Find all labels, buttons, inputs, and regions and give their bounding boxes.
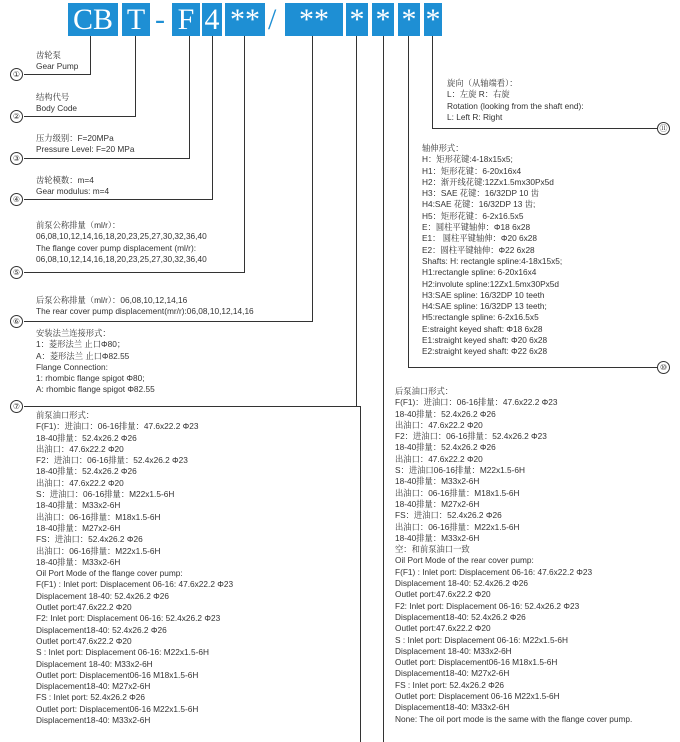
code-box-f: F	[172, 3, 200, 36]
text-line: H3：SAE 花键：16/32DP 10 齿	[422, 188, 539, 199]
code-slash: /	[268, 3, 277, 36]
text-line: 轴伸形式：	[422, 143, 464, 153]
text-line: H1：矩形花键：6-20x16x4	[422, 165, 522, 176]
code-box-rear-disp: **	[285, 3, 343, 36]
text-line: Displacement 18-40: 52.4x26.2 Φ26	[36, 590, 169, 601]
rear-ports-desc	[395, 386, 632, 725]
pressure-desc	[36, 133, 134, 156]
text-line: 出油口：47.6x22.2 Φ20	[36, 443, 124, 454]
text-line: 出油口：47.6x22.2 Φ20	[395, 419, 483, 430]
text-line: F2：进油口：06-16排量：52.4x26.2 Φ23	[36, 455, 188, 466]
text-line: F(F1) : Inlet port: Displacement 06-16: 47.6x22.2 Φ23	[395, 566, 593, 577]
text-line: Outlet port: Displacement06-16 M22x1.5-6H	[36, 703, 199, 714]
text-line: 齿轮模数：m=4	[36, 175, 94, 185]
text-line: F(F1)：进油口：06-16排量：47.6x22.2 Φ23	[395, 397, 558, 408]
text-line: S：进油口：06-16排量：M22x1.5-6H	[36, 489, 175, 500]
marker-3: ③	[10, 152, 23, 165]
text-line: 06,08,10,12,14,16,18,20,23,25,27,30,32,36,40	[36, 253, 207, 264]
text-line: 18-40排量：M33x2-6H	[395, 476, 480, 487]
text-line: 前泵油口形式：	[36, 410, 95, 420]
text-line: Gear Pump	[36, 61, 79, 72]
text-line: Rotation (looking from the shaft end):	[447, 100, 584, 111]
text-line: H5:rectangle spline: 6-2x16.5x5	[422, 312, 539, 323]
text-line: Pressure Level: F=20 MPa	[36, 144, 135, 155]
text-line: F2：进油口：06-16排量：52.4x26.2 Φ23	[395, 431, 547, 442]
text-line: Outlet port:47.6x22.2 Φ20	[36, 635, 132, 646]
marker-2: ②	[10, 110, 23, 123]
text-line: H1:rectangle spline: 6-20x16x4	[422, 267, 537, 278]
text-line: Displacement18-40: M27x2-6H	[395, 668, 510, 679]
text-line: H2:involute spline:12Zx1.5mx30Px5d	[422, 278, 559, 289]
code-box-t: T	[122, 3, 150, 36]
text-line: Flange Connection:	[36, 361, 108, 372]
text-line: Displacement 18-40: M33x2-6H	[36, 658, 153, 669]
text-line: Oil Port Mode of the rear cover pump:	[395, 555, 534, 566]
flange-desc	[36, 328, 155, 396]
text-line: 18-40排量：M27x2-6H	[36, 522, 121, 533]
shaft-desc	[422, 143, 562, 358]
text-line: 结构代号	[36, 92, 70, 102]
rotation-desc	[447, 78, 584, 123]
text-line: A: rhombic flange spigot Φ82.55	[36, 384, 155, 395]
text-line: Shafts: H: rectangle spline:4-18x15x5;	[422, 255, 563, 266]
text-line: FS : Inlet port: 52.4x26.2 Φ26	[395, 679, 505, 690]
text-line: H2：渐开线花键:12Zx1.5mx30Px5d	[422, 176, 554, 187]
marker-4: ④	[10, 193, 23, 206]
marker-5: ⑤	[10, 266, 23, 279]
text-line: F(F1)：进油口：06-16排量：47.6x22.2 Φ23	[36, 421, 199, 432]
text-line: L: Left R: Right	[447, 111, 503, 122]
front-ports-desc	[36, 410, 233, 726]
text-line: H5：矩形花键：6-2x16.5x5	[422, 210, 524, 221]
code-box-shaft: *	[425, 3, 441, 36]
text-line: The flange cover pump displacement (ml/r):	[36, 242, 197, 253]
text-line: 压力级别：F=20MPa	[36, 133, 114, 143]
text-line: Displacement 18-40: M33x2-6H	[395, 645, 512, 656]
text-line: Outlet port: Displacement06-16 M18x1.5-6H	[36, 669, 199, 680]
text-line: Displacement18-40: M33x2-6H	[395, 702, 510, 713]
text-line: 出油口：06-16排量：M18x1.5-6H	[395, 487, 520, 498]
text-line: Oil Port Mode of the flange cover pump:	[36, 568, 183, 579]
text-line: 齿轮泵	[36, 50, 61, 60]
text-line: Outlet port: Displacement06-16 M18x1.5-6H	[395, 657, 558, 668]
text-line: 18-40排量：M33x2-6H	[36, 500, 121, 511]
text-line: F(F1) : Inlet port: Displacement 06-16: 47.6x22.2 Φ23	[36, 579, 234, 590]
marker-1: ①	[10, 68, 23, 81]
text-line: S : Inlet port: Displacement 06-16: M22x1.5-6H	[36, 647, 209, 658]
text-line: FS：进油口：52.4x26.2 Φ26	[395, 510, 502, 521]
rear-displacement-desc	[36, 295, 254, 318]
text-line: Displacement 18-40: 52.4x26.2 Φ26	[395, 578, 528, 589]
text-line: E2：圆柱平键轴伸：Φ22 6x28	[422, 244, 535, 255]
text-line: 18-40排量：52.4x26.2 Φ26	[395, 408, 496, 419]
text-line: H4:SAE 花键：16/32DP 13 齿;	[422, 199, 536, 210]
marker-7: ⑦	[10, 400, 23, 413]
code-dash: -	[155, 3, 165, 36]
text-line: 18-40排量：M27x2-6H	[395, 498, 480, 509]
code-box-front-disp: **	[225, 3, 265, 36]
text-line: 出油口：06-16排量：M22x1.5-6H	[395, 521, 520, 532]
text-line: 出油口：47.6x22.2 Φ20	[36, 477, 124, 488]
text-line: 18-40排量：52.4x26.2 Φ26	[36, 466, 137, 477]
text-line: FS : Inlet port: 52.4x26.2 Φ26	[36, 692, 146, 703]
body-code-desc	[36, 92, 77, 115]
text-line: 1：菱形法兰 止口Φ80；	[36, 339, 126, 350]
text-line: 18-40排量：52.4x26.2 Φ26	[36, 432, 137, 443]
marker-6: ⑥	[10, 315, 23, 328]
text-line: None: The oil port mode is the same with the flange cover pump.	[395, 713, 633, 724]
gear-pump-desc	[36, 50, 78, 73]
text-line: 18-40排量：M33x2-6H	[395, 532, 480, 543]
text-line: L：左旋 R：右旋	[447, 89, 510, 100]
modulus-desc	[36, 175, 109, 198]
text-line: Outlet port:47.6x22.2 Φ20	[395, 589, 491, 600]
text-line: H4:SAE spline: 16/32DP 13 teeth;	[422, 301, 547, 312]
text-line: 06,08,10,12,14,16,18,20,23,25,27,30,32,36,40	[36, 231, 207, 242]
text-line: Gear modulus: m=4	[36, 186, 110, 197]
text-line: Outlet port:47.6x22.2 Φ20	[36, 602, 132, 613]
text-line: E1:straight keyed shaft: Φ20 6x28	[422, 335, 548, 346]
text-line: H3:SAE spline: 16/32DP 10 teeth	[422, 289, 545, 300]
text-line: 出油口：06-16排量：M18x1.5-6H	[36, 511, 161, 522]
text-line: E2:straight keyed shaft: Φ22 6x28	[422, 346, 548, 357]
text-line: The rear cover pump displacement(mr/r):06,08,10,12,14,16	[36, 306, 254, 317]
text-line: 后泵公称排量（ml/r）：06,08,10,12,14,16	[36, 295, 188, 305]
text-line: 出油口：47.6x22.2 Φ20	[395, 453, 483, 464]
text-line: Body Code	[36, 103, 78, 114]
code-box-cb: CB	[68, 3, 118, 36]
text-line: F2: Inlet port: Displacement 06-16: 52.4x26.2 Φ23	[36, 613, 221, 624]
text-line: 安装法兰连接形式：	[36, 328, 111, 338]
text-line: 18-40排量：M33x2-6H	[36, 556, 121, 567]
code-box-rear-port: *	[398, 3, 420, 36]
text-line: FS：进油口：52.4x26.2 Φ26	[36, 534, 143, 545]
text-line: Outlet port:47.6x22.2 Φ20	[395, 623, 491, 634]
text-line: Displacement18-40: 52.4x26.2 Φ26	[36, 624, 167, 635]
text-line: 18-40排量：52.4x26.2 Φ26	[395, 442, 496, 453]
text-line: 前泵公称排量（ml/r）：	[36, 220, 121, 230]
text-line: 1: rhombic flange spigot Φ80;	[36, 373, 145, 384]
text-line: Displacement18-40: M27x2-6H	[36, 681, 151, 692]
text-line: 空：和前泵油口一致	[395, 544, 470, 555]
text-line: E：圆柱平键轴伸：Φ18 6x28	[422, 222, 531, 233]
text-line: S : Inlet port: Displacement 06-16: M22x1.5-6H	[395, 634, 568, 645]
text-line: 后泵油口形式：	[395, 386, 454, 396]
marker-10: ⑩	[657, 361, 670, 374]
text-line: F2: Inlet port: Displacement 06-16: 52.4x26.2 Φ23	[395, 600, 580, 611]
code-box-flange: *	[346, 3, 368, 36]
text-line: S：进油口06-16排量：M22x1.5-6H	[395, 465, 526, 476]
front-displacement-desc	[36, 220, 207, 265]
text-line: H：矩形花键:4-18x15x5;	[422, 154, 513, 165]
marker-11: ⑪	[657, 122, 670, 135]
text-line: 旋向（从轴端看）：	[447, 78, 518, 88]
text-line: Displacement18-40: M33x2-6H	[36, 715, 151, 726]
text-line: E1： 圆柱平键轴伸：Φ20 6x28	[422, 233, 537, 244]
code-box-4: 4	[202, 3, 222, 36]
text-line: A：菱形法兰 止口Φ82.55	[36, 350, 130, 361]
text-line: E:straight keyed shaft: Φ18 6x28	[422, 323, 543, 334]
text-line: 出油口：06-16排量：M22x1.5-6H	[36, 545, 161, 556]
code-box-front-port: *	[372, 3, 394, 36]
text-line: Outlet port: Displacement 06-16 M22x1.5-6H	[395, 691, 560, 702]
text-line: Displacement18-40: 52.4x26.2 Φ26	[395, 611, 526, 622]
